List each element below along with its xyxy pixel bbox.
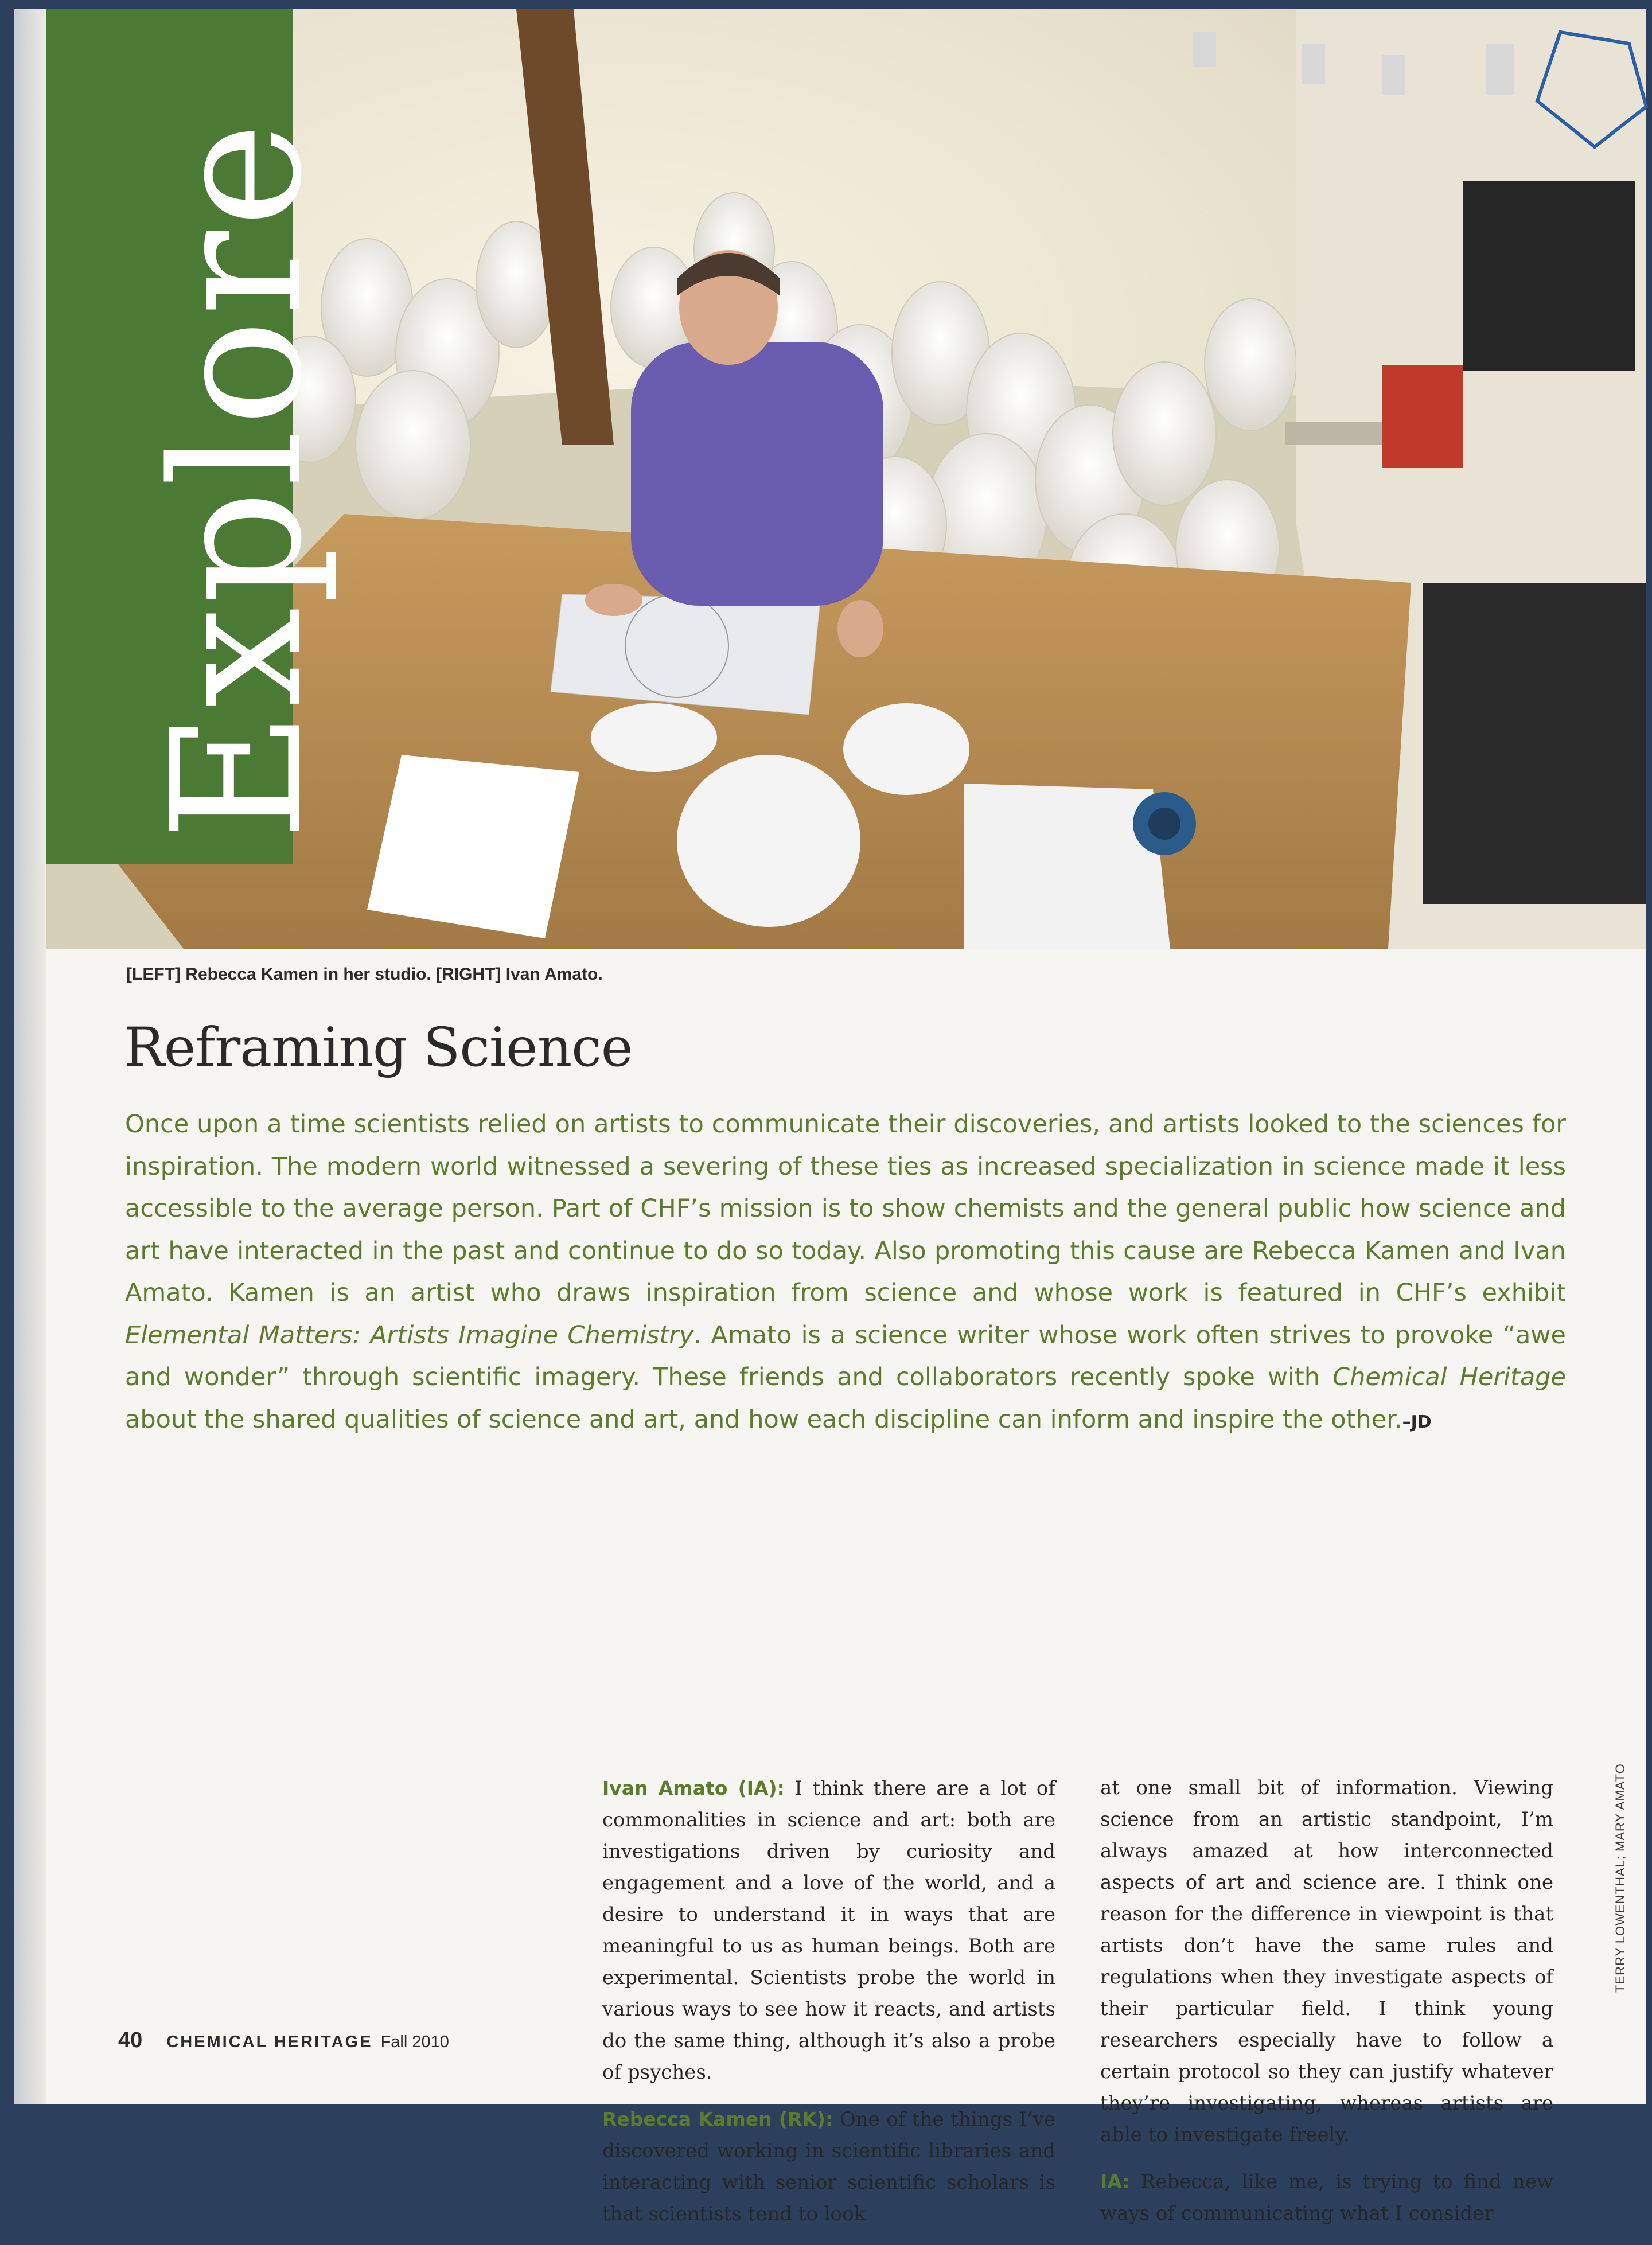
page-footer (118, 2028, 449, 2053)
column-right (1100, 1772, 1553, 2244)
paragraph (602, 2103, 1055, 2230)
column-left (602, 1772, 1055, 2245)
magazine-name: Chemical Heritage (1332, 1363, 1566, 1392)
speaker-label: IA: (1100, 2170, 1130, 2193)
page-number: 40 (118, 2028, 143, 2052)
speaker-label: Rebecca Kamen (RK): (602, 2108, 833, 2130)
section-heading: Explore (134, 119, 341, 841)
paragraph-text: at one small bit of information. Viewing science from an artistic standpoint, I’m always amazed at how interconnected aspects of art and science are. I think one reason for the difference in viewpoint is that artists don’t have the same rules and regulations when they investigate aspects of their particular field. I think young researchers especially have to follow a certain protocol so they can justify whatever they’re investigating, whereas artists are able to investigate freely. (1100, 1776, 1553, 2146)
intro-text-1: Once upon a time scientists relied on artists to communicate their discoveries, and artists looked to the sciences for inspiration. The modern world witnessed a severing of these ties as increased specialization in science made it less accessible to the average person. Part of CHF’s mission is to show chemists and the general public how science and art have interacted in the past and continue to do so today. Also promoting this cause are Rebecca Kamen and Ivan Amato. Kamen is an artist who draws inspiration from science and whose work is featured in CHF’s exhibit (125, 1110, 1566, 1307)
article-title: Reframing Science (124, 1016, 633, 1079)
paragraph-text: Rebecca, like me, is trying to find new ways of communicating what I consider (1100, 2170, 1553, 2225)
paragraph (1100, 1772, 1553, 2151)
magazine-page (14, 9, 1646, 2225)
photo-credit: TERRY LOWENTHAL; MARY AMATO (1613, 1763, 1627, 1993)
paragraph-text: One of the things I’ve discovered working in scientific libraries and interacting with senior scientific scholars is that scientists tend to look (602, 2108, 1055, 2225)
photo-caption: [LEFT] Rebecca Kamen in her studio. [RIGHT] Ivan Amato. (126, 965, 603, 984)
article-intro (125, 1104, 1566, 1443)
paragraph (602, 1772, 1055, 2088)
paragraph (1100, 2166, 1553, 2230)
speaker-label: Ivan Amato (IA): (602, 1777, 785, 1799)
binding-shadow (14, 9, 46, 2104)
author-initials: –JD (1402, 1412, 1432, 1432)
publication-name: CHEMICAL HERITAGE (166, 2033, 373, 2051)
exhibit-title: Elemental Matters: Artists Imagine Chemistry (125, 1320, 694, 1350)
intro-text-3: about the shared qualities of science and art, and how each discipline can inform and inspire the other. (125, 1405, 1402, 1434)
intro-text-2: . Amato is a science writer whose work often strives to provoke “awe and wonder” through scientific imagery. These friends and collaborators recently spoke with (125, 1320, 1566, 1392)
paragraph-text: I think there are a lot of commonalities in science and art: both are investigations driven by curiosity and engagement and a love of the world, and a desire to understand it in ways that are meaningful to us as human beings. Both are experimental. Scientists probe the world in various ways to see how it reacts, and artists do the same thing, although it’s also a probe of psyches. (602, 1777, 1055, 2084)
issue-date: Fall 2010 (380, 2033, 449, 2051)
